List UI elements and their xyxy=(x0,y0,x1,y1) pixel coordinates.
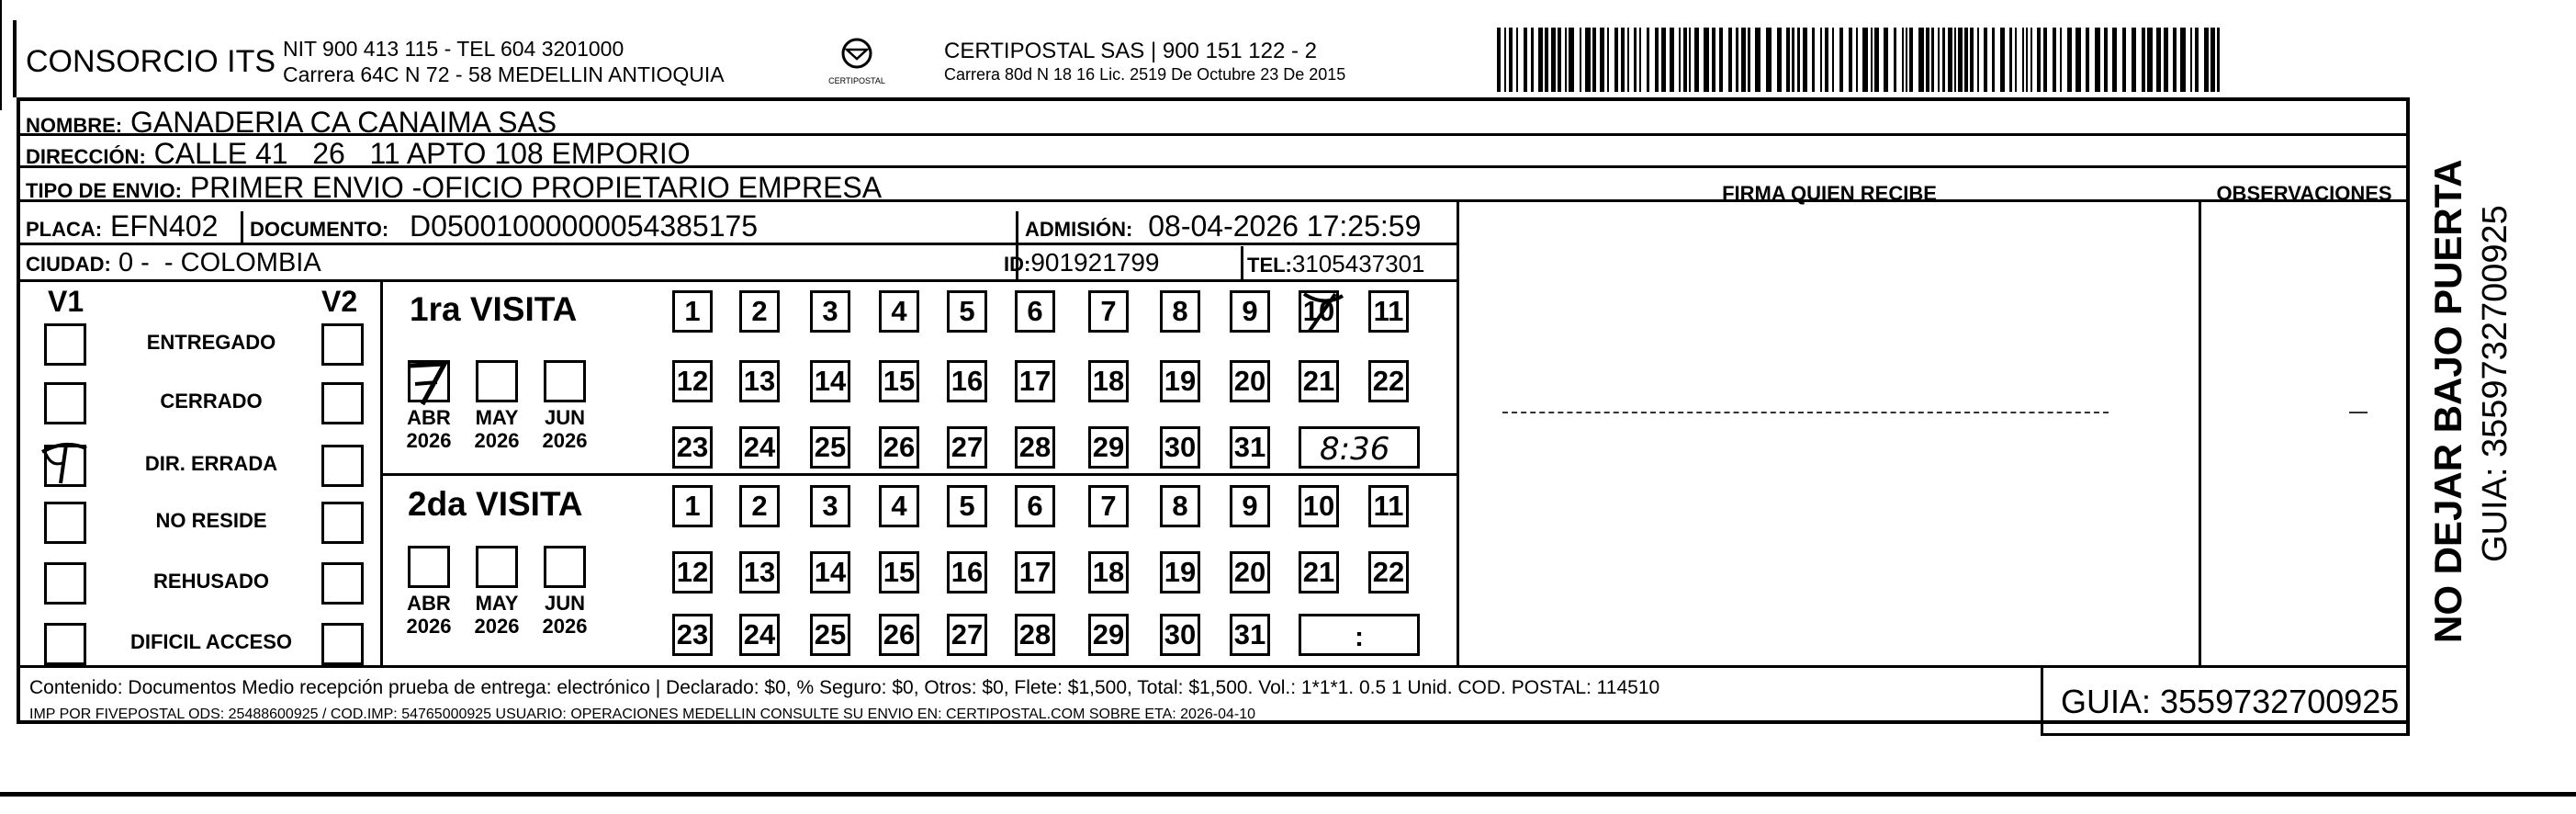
month-label xyxy=(465,406,529,453)
day-box[interactable]: 27 xyxy=(947,426,987,469)
day-box[interactable]: 6 xyxy=(1015,290,1055,333)
certipostal-line: CERTIPOSTAL SAS | 900 151 122 - 2 xyxy=(944,39,1317,63)
month-name: MAY xyxy=(475,406,519,429)
placa-label: PLACA: xyxy=(26,218,103,241)
day-box[interactable]: 14 xyxy=(810,551,850,594)
status-label: NO RESIDE xyxy=(155,509,267,532)
visit-2-time-box[interactable] xyxy=(1299,614,1420,656)
status-label: ENTREGADO xyxy=(146,331,276,354)
day-box[interactable]: 7 xyxy=(1088,485,1129,527)
day-box[interactable]: 26 xyxy=(879,614,919,656)
v1-checkbox[interactable] xyxy=(44,382,86,424)
day-box[interactable]: 28 xyxy=(1015,614,1055,656)
status-label: DIR. ERRADA xyxy=(144,452,278,475)
v1-checkbox[interactable] xyxy=(44,623,86,665)
day-box[interactable]: 2 xyxy=(739,290,780,333)
id-row xyxy=(1004,250,1159,276)
day-box[interactable]: 13 xyxy=(739,551,780,594)
side-guia: GUIA: 3559732700925 xyxy=(2476,205,2514,562)
month-label xyxy=(533,592,597,639)
footer-print-info: IMP POR FIVEPOSTAL ODS: 25488600925 / COD.IMP: 54765000925 USUARIO: OPERACIONES MEDELLIN CONSULTE SU ENVIO EN: CERTIPOSTAL.COM SOBRE ETA: 2026-04-10 xyxy=(29,707,1255,722)
visit-1-time-box[interactable] xyxy=(1299,426,1420,469)
month-name: ABR xyxy=(407,406,451,429)
day-box[interactable]: 4 xyxy=(879,485,919,527)
day-box[interactable]: 18 xyxy=(1088,551,1129,594)
day-box[interactable]: 9 xyxy=(1230,485,1270,527)
day-box[interactable]: 4 xyxy=(879,290,919,333)
day-box[interactable]: 18 xyxy=(1088,360,1129,402)
company-address: Carrera 64C N 72 - 58 MEDELLIN ANTIOQUIA xyxy=(283,62,725,86)
abr-mark-icon xyxy=(404,356,457,410)
day-box[interactable]: 25 xyxy=(810,426,850,469)
v1-checkbox[interactable] xyxy=(44,562,86,605)
v2-checkbox[interactable] xyxy=(321,502,364,544)
status-label: DIFICIL ACCESO xyxy=(129,630,292,653)
day-box[interactable]: 23 xyxy=(672,426,713,469)
day-box[interactable]: 23 xyxy=(672,614,713,656)
side-warning: NO DEJAR BAJO PUERTA xyxy=(2426,159,2469,643)
month-checkbox[interactable] xyxy=(544,360,586,402)
day-box[interactable]: 10 xyxy=(1299,290,1339,333)
placa-value: EFN402 xyxy=(110,209,219,243)
visit-1-title: 1ra VISITA xyxy=(410,290,578,328)
day-box[interactable]: 19 xyxy=(1160,360,1200,402)
certipostal-license: Carrera 80d N 18 16 Lic. 2519 De Octubre 23 De 2015 xyxy=(944,65,1346,84)
day-box[interactable]: 15 xyxy=(879,360,919,402)
day-box[interactable]: 30 xyxy=(1160,614,1200,656)
day-box[interactable]: 16 xyxy=(947,360,987,402)
day-box[interactable]: 28 xyxy=(1015,426,1055,469)
v2-checkbox[interactable] xyxy=(321,382,364,424)
footer-guia: GUIA: 3559732700925 xyxy=(2061,683,2400,720)
nit-line: NIT 900 413 115 - TEL 604 3201000 xyxy=(283,37,624,61)
month-year: 2026 xyxy=(542,615,588,639)
day-box[interactable]: 25 xyxy=(810,614,850,656)
day-box[interactable]: 7 xyxy=(1088,290,1129,333)
day-box[interactable]: 17 xyxy=(1015,360,1055,402)
day-box[interactable]: 20 xyxy=(1230,360,1270,402)
month-name: JUN xyxy=(544,592,585,615)
month-year: 2026 xyxy=(474,615,520,639)
ciudad-value: 0 - - COLOMBIA xyxy=(118,248,321,277)
id-label: ID: xyxy=(1004,253,1031,276)
day-box[interactable]: 22 xyxy=(1368,551,1409,594)
tel-row xyxy=(1247,252,1425,276)
documento-row xyxy=(250,211,758,241)
month-checkbox[interactable] xyxy=(476,360,518,402)
day-box[interactable]: 22 xyxy=(1368,360,1409,402)
month-checkbox[interactable] xyxy=(476,546,518,588)
month-label xyxy=(465,592,529,639)
visit-1-time: 8:36 xyxy=(1320,431,1390,468)
certipostal-logo-icon xyxy=(825,33,889,97)
day-box[interactable]: 10 xyxy=(1299,485,1339,527)
v1-mark-icon xyxy=(39,435,92,489)
month-label xyxy=(397,592,461,639)
month-name: JUN xyxy=(544,406,585,429)
day-box[interactable]: 3 xyxy=(810,485,850,527)
day-box[interactable]: 6 xyxy=(1015,485,1055,527)
observations-area xyxy=(2202,280,2404,662)
day-box[interactable]: 2 xyxy=(739,485,780,527)
day-box[interactable]: 29 xyxy=(1088,426,1129,469)
day-box[interactable]: 1 xyxy=(672,290,713,333)
day-box[interactable]: 24 xyxy=(739,614,780,656)
tipo-label: TIPO DE ENVIO: xyxy=(26,179,182,202)
firma-header: FIRMA QUIEN RECIBE xyxy=(1722,182,1937,205)
day-box[interactable]: 11 xyxy=(1368,485,1409,527)
month-year: 2026 xyxy=(406,615,452,639)
admision-row xyxy=(1025,211,1421,241)
status-label: REHUSADO xyxy=(153,570,269,593)
status-label: CERRADO xyxy=(160,390,263,413)
nombre-label: NOMBRE: xyxy=(26,114,123,137)
visit-2-time: : xyxy=(1355,622,1364,652)
barcode xyxy=(1497,28,2227,92)
ciudad-row xyxy=(26,250,321,277)
v2-checkbox[interactable] xyxy=(321,623,364,665)
footer-contents: Contenido: Documentos Medio recepción prueba de entrega: electrónico | Declarado: $0, % Seguro: $0, Otros: $0, Flete: $1,500, Total: $1,500. Vol.: 1*1*1. 0.5 1 Unid. COD. POSTAL: 114510 xyxy=(29,677,1660,698)
logo-text: CERTIPOSTAL xyxy=(828,76,885,85)
admision-value: 08-04-2026 17:25:59 xyxy=(1148,209,1422,243)
day-box[interactable]: 19 xyxy=(1160,551,1200,594)
day-box[interactable]: 1 xyxy=(672,485,713,527)
day-box[interactable]: 13 xyxy=(739,360,780,402)
tel-value: 3105437301 xyxy=(1291,250,1425,277)
v1-checkbox[interactable] xyxy=(44,502,86,544)
day-box[interactable]: 15 xyxy=(879,551,919,594)
v2-header: V2 xyxy=(321,285,358,318)
day-box[interactable]: 26 xyxy=(879,426,919,469)
day-box[interactable]: 12 xyxy=(672,551,713,594)
day-box[interactable]: 21 xyxy=(1299,360,1339,402)
tipo-value: PRIMER ENVIO -OFICIO PROPIETARIO EMPRESA xyxy=(189,171,883,204)
tipo-row xyxy=(26,173,882,202)
ciudad-label: CIUDAD: xyxy=(26,253,111,276)
v2-checkbox[interactable] xyxy=(321,323,364,366)
nombre-row xyxy=(26,107,557,137)
v2-checkbox[interactable] xyxy=(321,445,364,487)
direccion-label: DIRECCIÓN: xyxy=(26,145,146,168)
v2-checkbox[interactable] xyxy=(321,562,364,605)
month-year: 2026 xyxy=(474,429,520,453)
v1-checkbox[interactable] xyxy=(44,323,86,366)
month-name: MAY xyxy=(475,592,519,615)
day-box[interactable]: 27 xyxy=(947,614,987,656)
documento-label: DOCUMENTO: xyxy=(250,218,389,241)
visit-2-title: 2da VISITA xyxy=(408,485,583,523)
observaciones-header: OBSERVACIONES xyxy=(2216,182,2392,205)
signature-area xyxy=(1462,280,2197,662)
month-checkbox[interactable] xyxy=(408,546,450,588)
day-box[interactable]: 29 xyxy=(1088,614,1129,656)
direccion-value: CALLE 41 26 11 APTO 108 EMPORIO xyxy=(153,137,691,170)
company-name: CONSORCIO ITS xyxy=(26,44,276,79)
direccion-row xyxy=(26,139,691,168)
month-name: ABR xyxy=(407,592,451,615)
placa-row xyxy=(26,211,218,241)
day-box[interactable]: 11 xyxy=(1368,290,1409,333)
day-box[interactable]: 31 xyxy=(1230,426,1270,469)
day-box[interactable]: 3 xyxy=(810,290,850,333)
day-box[interactable]: 16 xyxy=(947,551,987,594)
admision-label: ADMISIÓN: xyxy=(1025,218,1133,241)
month-label xyxy=(397,406,461,453)
day-10-mark-icon xyxy=(1297,287,1350,340)
day-box[interactable]: 12 xyxy=(672,360,713,402)
month-year: 2026 xyxy=(542,429,588,453)
month-label xyxy=(533,406,597,453)
day-box[interactable]: 8 xyxy=(1160,290,1200,333)
id-value: 901921799 xyxy=(1030,248,1160,277)
day-box[interactable]: 31 xyxy=(1230,614,1270,656)
day-box[interactable]: 5 xyxy=(947,290,987,333)
tel-label: TEL: xyxy=(1247,254,1292,277)
day-box[interactable]: 21 xyxy=(1299,551,1339,594)
month-checkbox[interactable] xyxy=(544,546,586,588)
v1-header: V1 xyxy=(48,285,84,318)
day-box[interactable]: 8 xyxy=(1160,485,1200,527)
day-box[interactable]: 9 xyxy=(1230,290,1270,333)
documento-value: D05001000000054385175 xyxy=(410,209,759,243)
day-box[interactable]: 30 xyxy=(1160,426,1200,469)
nombre-value: GANADERIA CA CANAIMA SAS xyxy=(130,106,557,139)
month-year: 2026 xyxy=(406,429,452,453)
day-box[interactable]: 17 xyxy=(1015,551,1055,594)
day-box[interactable]: 20 xyxy=(1230,551,1270,594)
day-box[interactable]: 5 xyxy=(947,485,987,527)
day-box[interactable]: 14 xyxy=(810,360,850,402)
day-box[interactable]: 24 xyxy=(739,426,780,469)
